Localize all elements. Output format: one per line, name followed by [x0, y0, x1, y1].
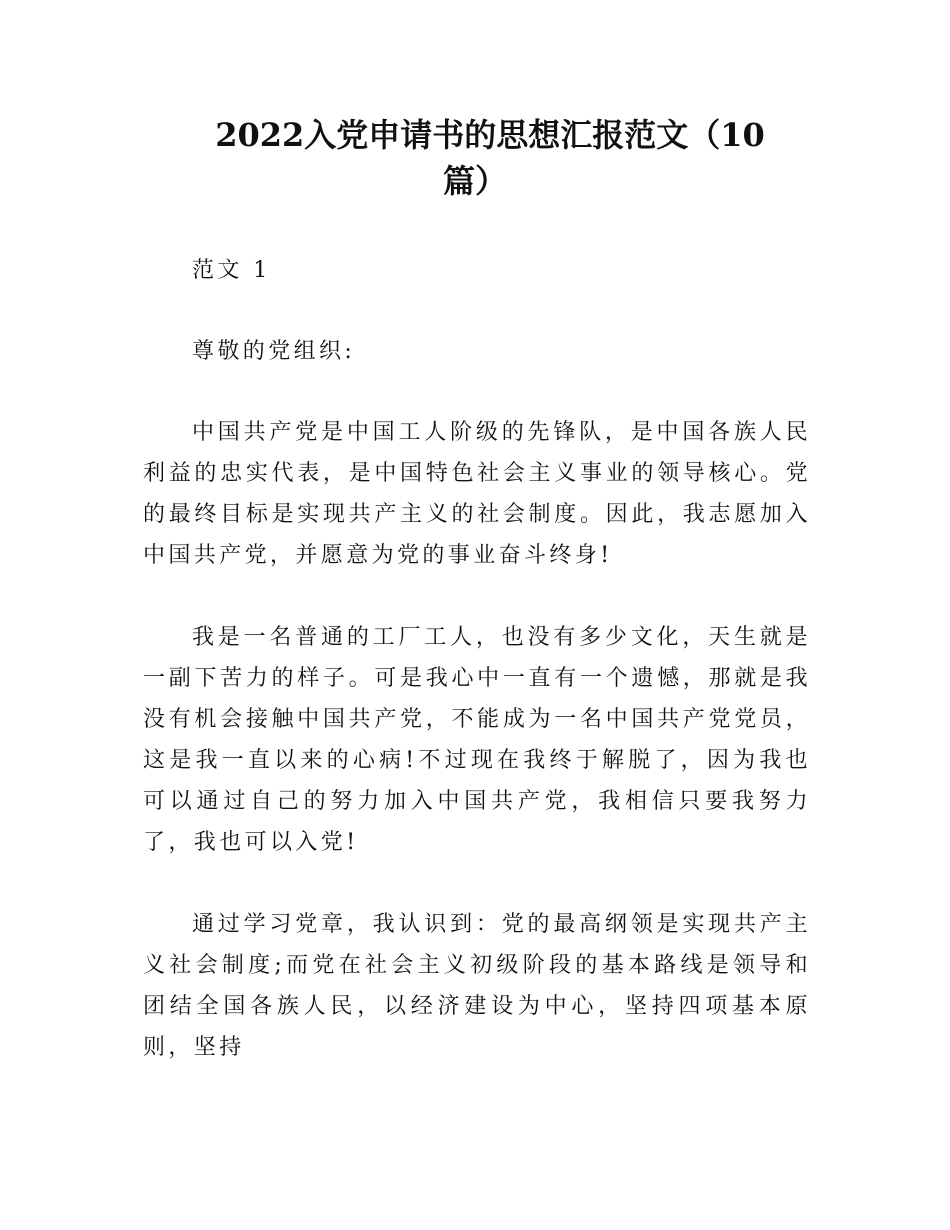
document-body [143, 250, 811, 1109]
title-line-1: 2022入党申请书的思想汇报范文（10 [215, 116, 765, 154]
document-title [140, 112, 810, 204]
title-line-2: 篇） [442, 162, 507, 200]
body-paragraph-2: 我是一名普通的工厂工人，也没有多少文化，天生就是一副下苦力的样子。可是我心中一直有一个遗憾，那就是我没有机会接触中国共产党，不能成为一名中国共产党党员，这是我一直以来的心病!不过现在我终于解脱了，因为我也可以通过自己的努力加入中国共产党，我相信只要我努力了，我也可以入党! [143, 625, 811, 855]
body-paragraph-3: 通过学习党章，我认识到：党的最高纲领是实现共产主义社会制度;而党在社会主义初级阶段的基本路线是领导和团结全国各族人民，以经济建设为中心，坚持四项基本原则，坚持 [143, 912, 811, 1060]
salutation: 尊敬的党组织: [192, 339, 356, 364]
body-paragraph-1: 中国共产党是中国工人阶级的先锋队，是中国各族人民利益的忠实代表，是中国特色社会主义事业的领导核心。党的最终目标是实现共产主义的社会制度。因此，我志愿加入中国共产党，并愿意为党的事业奋斗终身! [143, 420, 811, 568]
section-label: 范文 1 [192, 258, 271, 283]
